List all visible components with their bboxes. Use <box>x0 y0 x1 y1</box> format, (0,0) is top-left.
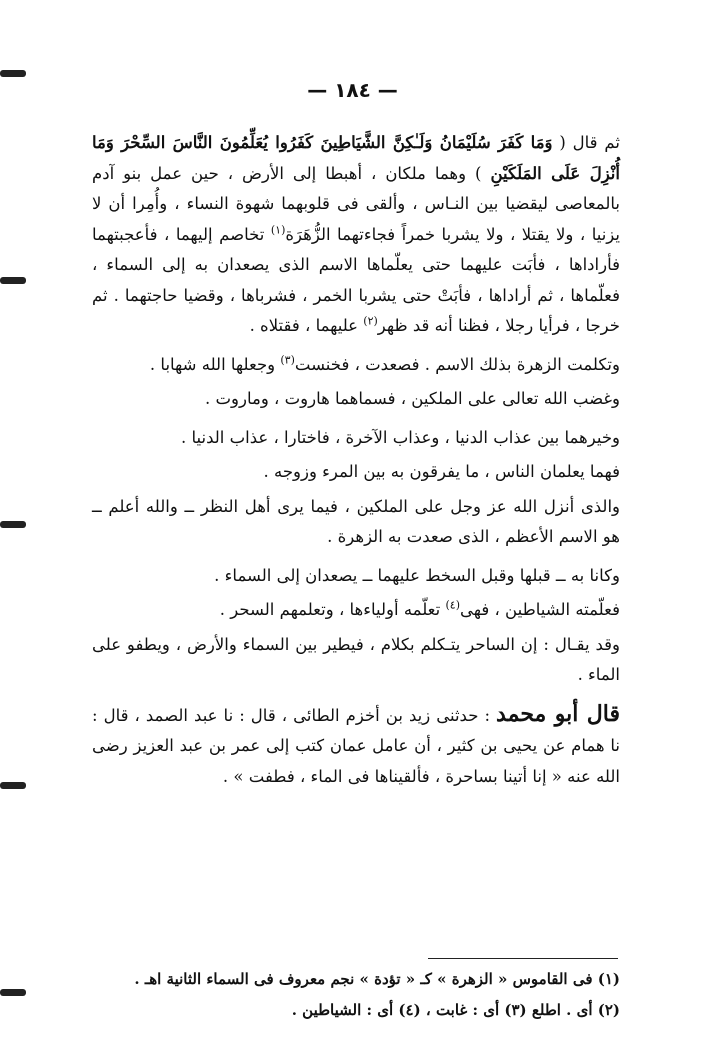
paragraph: وقد يقـال : إن الساحر يتـكلم بكلام ، فيطير بين السماء والأرض ، ويطفو على الماء . <box>92 634 620 684</box>
quran-verse: وَمَا كَفَرَ سُلَيْمَانُ وَلَـٰكِنَّ الشَّيَاطِينَ كَفَرُوا يُعَلِّمُونَ النَّاسَ السِّحْرَ وَمَا أُنْزِلَ عَلَى المَلَكَيْنِ <box>92 133 620 183</box>
margin-mark <box>0 521 26 528</box>
margin-mark <box>0 989 26 996</box>
footnote-ref: (٢) <box>363 314 378 328</box>
footnote-ref: (١) <box>270 223 286 236</box>
paragraph: وخيرهما بين عذاب الدنيا ، وعذاب الآخرة ، فاختارا ، عذاب الدنيا . <box>180 427 620 447</box>
paragraph: وغضب الله تعالى على الملكين ، فسماهما هاروت ، وماروت . <box>205 389 620 408</box>
footnote: (١) فى القاموس « الزهرة » كـ « تؤدة » نجم معروف فى السماء الثانية اهـ . <box>134 970 620 988</box>
paragraph: قال أبو محمد : حدثنى زيد بن أخزم الطائى ، قال : نا عبد الصمد ، قال : نا همام عن يحيى بن كثير ، أن عامل عمان كتب إلى عمر بن عبد العزيز رضى الله عنه « إنا أتينا بساحرة ، فألقيناها فى الماء ، فطفت » . <box>92 700 620 786</box>
paragraph: والذى أنزل الله عز وجل على الملكين ، فيما يرى أهل النظر ــ والله أعلم ــ هو الاسم الأعظم ، الذى صعدت به الزهرة . <box>92 496 620 546</box>
margin-mark <box>0 782 26 789</box>
margin-mark <box>0 70 26 77</box>
main-text <box>92 128 620 796</box>
paragraph: ثم قال ( وَمَا كَفَرَ سُلَيْمَانُ وَلَـٰكِنَّ الشَّيَاطِينَ كَفَرُوا يُعَلِّمُونَ النَّاسَ السِّحْرَ وَمَا أُنْزِلَ عَلَى المَلَكَيْنِ ) وهما ملكان ، أهبطا إلى الأرض ، حين عمل بنو آدم بالمعاصى ليقضيا بين النـاس ، وألقى فى قلوبهما شهوة النساء ، وأُمِرا أن لا يزنيا ، ولا يقتلا ، ولا يشربا خمراً فجاءتهما الزُّهَرَة$^{(١)}$ تخاصم إليهما ، فأعجبتهما فأراداها ، فأبَت عليهما حتى يعلّماها الاسم الذى يصعدان به إلى السماء ، فعلّماها ، ثم أراداها ، فأبَتْ حتى يشربا الخمر ، فشرباها ، وقضيا حاجتهما . ثم خرجا ، فرأيا رجلا ، فظنا أنه قد ظهر$^{(٢)}$ عليهما ، فقتلاه . <box>92 133 621 335</box>
paragraph: فهما يعلمان الناس ، ما يفرقون به بين المرء وزوجه . <box>263 462 620 481</box>
rubric-heading: قال أبو محمد <box>496 700 620 727</box>
footnote-ref: (٣) <box>280 353 295 366</box>
footnote-divider <box>428 958 618 959</box>
margin-mark <box>0 277 26 284</box>
paragraph: وتكلمت الزهرة بذلك الاسم . فصعدت ، فخنست$^{(٣)}$ وجعلها الله شهابا . <box>149 353 620 374</box>
paragraph: فعلّمته الشياطين ، فهى$^{(٤)}$ تعلّمه أولياءها ، وتعلمهم السحر . <box>219 598 620 619</box>
footnote-ref: (٤) <box>445 598 460 612</box>
footnote: (٢) أى . اطلع (٣) أى : غابت ، (٤) أى : الشياطين . <box>291 1001 620 1019</box>
footnotes <box>134 964 620 1026</box>
paragraph: وكانا به ــ قبلها وقبل السخط عليهما ــ يصعدان إلى السماء . <box>214 565 620 585</box>
page-number: — ١٨٤ — <box>307 78 398 102</box>
